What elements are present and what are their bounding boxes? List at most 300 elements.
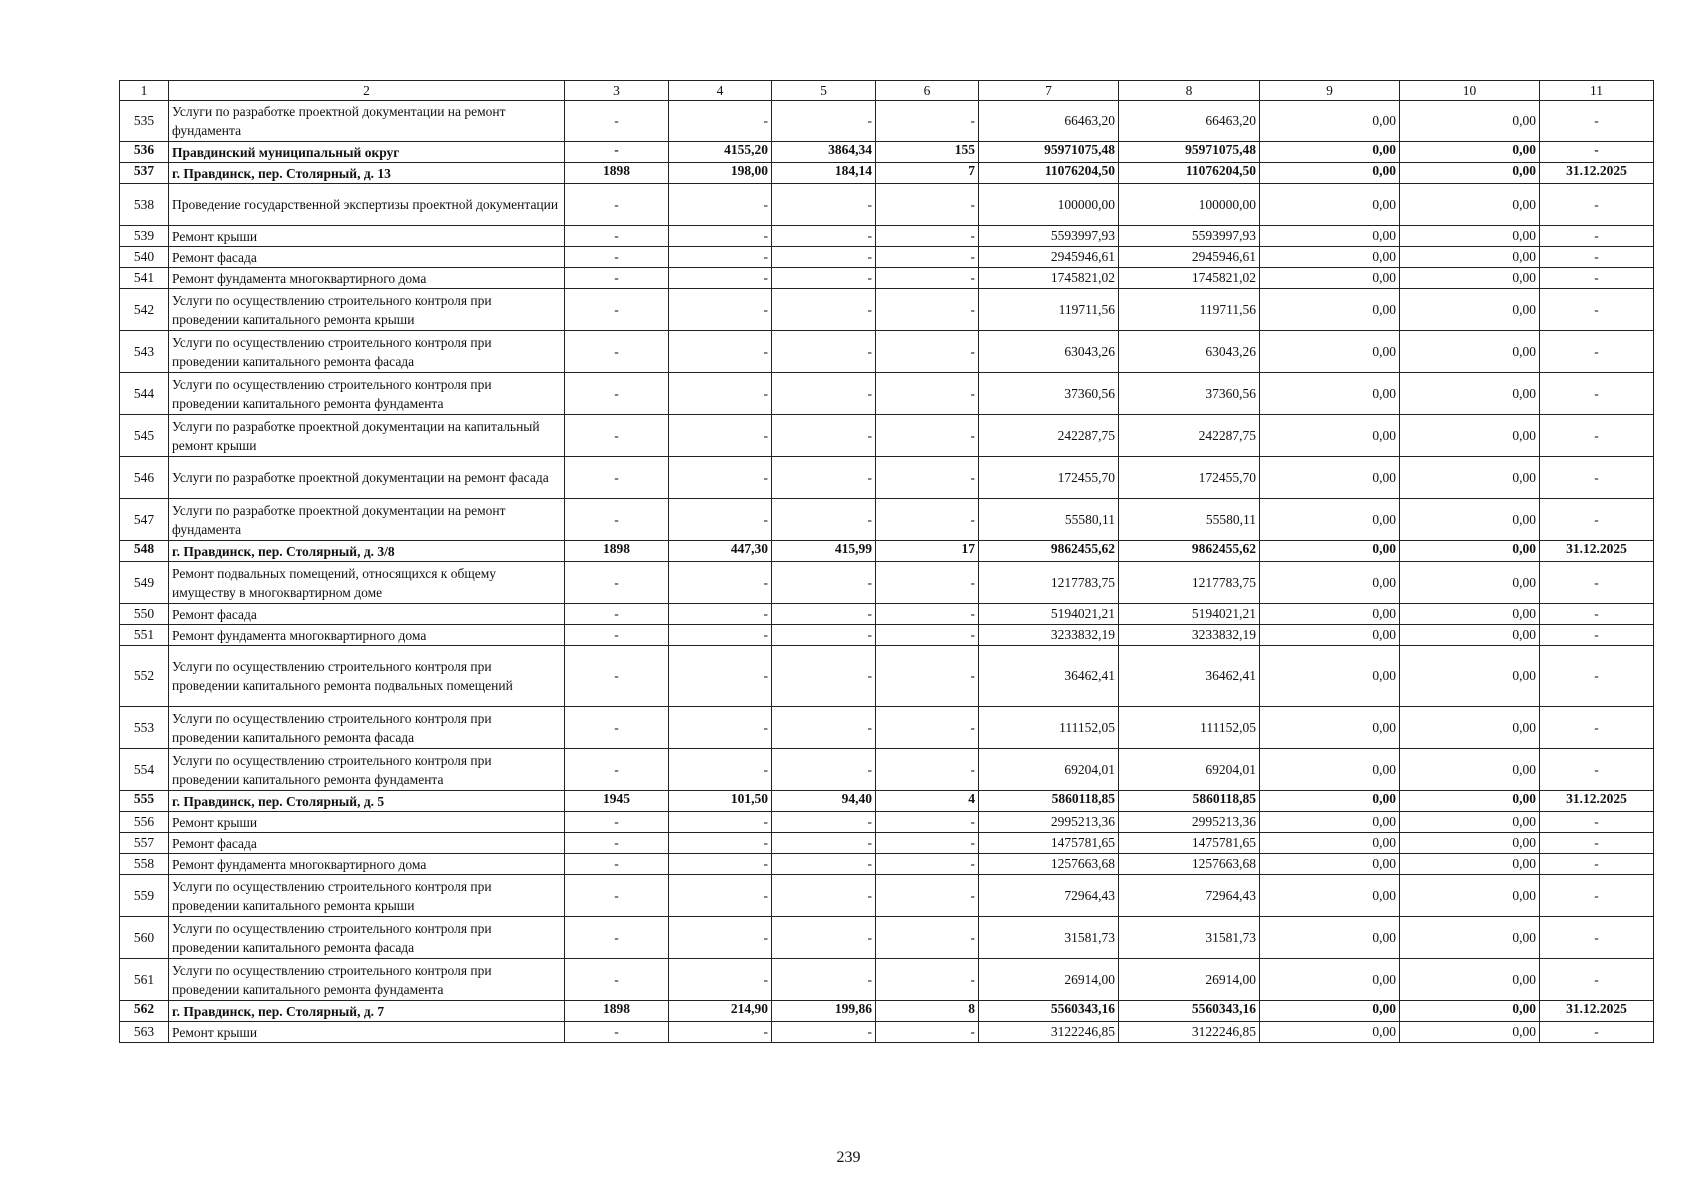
cost-other-cell: 0,00 xyxy=(1400,812,1540,833)
column-header: 2 xyxy=(169,81,565,101)
year-cell: - xyxy=(565,812,669,833)
cost-other-cell: 0,00 xyxy=(1400,1001,1540,1022)
deadline-cell: - xyxy=(1540,373,1654,415)
area-living-cell: - xyxy=(772,854,876,875)
row-number: 560 xyxy=(120,917,169,959)
row-description: Ремонт фундамента многоквартирного дома xyxy=(169,625,565,646)
area-total-cell: - xyxy=(669,749,772,791)
area-living-cell: 199,86 xyxy=(772,1001,876,1022)
cost-budget-cell: 0,00 xyxy=(1260,226,1400,247)
year-cell: - xyxy=(565,184,669,226)
cost-other-cell: 0,00 xyxy=(1400,917,1540,959)
area-total-cell: - xyxy=(669,184,772,226)
row-description: Ремонт подвальных помещений, относящихся к общему имуществу в многоквартирном доме xyxy=(169,562,565,604)
deadline-cell: - xyxy=(1540,646,1654,707)
year-cell: - xyxy=(565,854,669,875)
area-living-cell: 184,14 xyxy=(772,163,876,184)
area-total-cell: - xyxy=(669,373,772,415)
area-total-cell: - xyxy=(669,289,772,331)
deadline-cell: 31.12.2025 xyxy=(1540,163,1654,184)
area-total-cell: - xyxy=(669,854,772,875)
area-total-cell: - xyxy=(669,707,772,749)
cost-fund-cell: 5860118,85 xyxy=(1119,791,1260,812)
deadline-cell: - xyxy=(1540,247,1654,268)
column-header: 5 xyxy=(772,81,876,101)
row-description: г. Правдинск, пер. Столярный, д. 5 xyxy=(169,791,565,812)
cost-total-cell: 119711,56 xyxy=(979,289,1119,331)
cost-fund-cell: 111152,05 xyxy=(1119,707,1260,749)
row-number: 551 xyxy=(120,625,169,646)
row-number: 554 xyxy=(120,749,169,791)
residents-cell: - xyxy=(876,749,979,791)
residents-cell: - xyxy=(876,646,979,707)
cost-other-cell: 0,00 xyxy=(1400,415,1540,457)
cost-other-cell: 0,00 xyxy=(1400,1022,1540,1043)
cost-other-cell: 0,00 xyxy=(1400,541,1540,562)
work-item-row xyxy=(120,457,1654,499)
residents-cell: - xyxy=(876,625,979,646)
cost-total-cell: 36462,41 xyxy=(979,646,1119,707)
cost-budget-cell: 0,00 xyxy=(1260,604,1400,625)
cost-total-cell: 1745821,02 xyxy=(979,268,1119,289)
area-total-cell: 4155,20 xyxy=(669,142,772,163)
cost-budget-cell: 0,00 xyxy=(1260,854,1400,875)
register-table xyxy=(119,80,1654,1043)
cost-fund-cell: 66463,20 xyxy=(1119,101,1260,142)
residents-cell: 155 xyxy=(876,142,979,163)
cost-fund-cell: 119711,56 xyxy=(1119,289,1260,331)
cost-fund-cell: 1257663,68 xyxy=(1119,854,1260,875)
cost-total-cell: 5860118,85 xyxy=(979,791,1119,812)
area-living-cell: 94,40 xyxy=(772,791,876,812)
row-number: 559 xyxy=(120,875,169,917)
area-total-cell: - xyxy=(669,917,772,959)
work-item-row xyxy=(120,1022,1654,1043)
cost-total-cell: 11076204,50 xyxy=(979,163,1119,184)
cost-budget-cell: 0,00 xyxy=(1260,917,1400,959)
column-header: 3 xyxy=(565,81,669,101)
cost-budget-cell: 0,00 xyxy=(1260,646,1400,707)
year-cell: - xyxy=(565,646,669,707)
residents-cell: - xyxy=(876,457,979,499)
area-living-cell: - xyxy=(772,184,876,226)
column-header: 4 xyxy=(669,81,772,101)
cost-total-cell: 26914,00 xyxy=(979,959,1119,1001)
row-description: Проведение государственной экспертизы проектной документации xyxy=(169,184,565,226)
address-row xyxy=(120,163,1654,184)
work-item-row xyxy=(120,959,1654,1001)
area-living-cell: 3864,34 xyxy=(772,142,876,163)
row-number: 563 xyxy=(120,1022,169,1043)
deadline-cell: - xyxy=(1540,415,1654,457)
area-living-cell: - xyxy=(772,268,876,289)
cost-fund-cell: 72964,43 xyxy=(1119,875,1260,917)
deadline-cell: 31.12.2025 xyxy=(1540,1001,1654,1022)
year-cell: - xyxy=(565,959,669,1001)
area-total-cell: 214,90 xyxy=(669,1001,772,1022)
area-living-cell: - xyxy=(772,247,876,268)
cost-total-cell: 69204,01 xyxy=(979,749,1119,791)
row-number: 552 xyxy=(120,646,169,707)
area-total-cell: - xyxy=(669,268,772,289)
cost-budget-cell: 0,00 xyxy=(1260,415,1400,457)
year-cell: - xyxy=(565,331,669,373)
cost-budget-cell: 0,00 xyxy=(1260,959,1400,1001)
year-cell: - xyxy=(565,625,669,646)
year-cell: - xyxy=(565,749,669,791)
year-cell: - xyxy=(565,707,669,749)
row-description: г. Правдинск, пер. Столярный, д. 7 xyxy=(169,1001,565,1022)
area-living-cell: - xyxy=(772,917,876,959)
column-header: 8 xyxy=(1119,81,1260,101)
row-description: Услуги по осуществлению строительного контроля при проведении капитального ремонта фундамента xyxy=(169,749,565,791)
cost-budget-cell: 0,00 xyxy=(1260,289,1400,331)
work-item-row xyxy=(120,268,1654,289)
deadline-cell: 31.12.2025 xyxy=(1540,541,1654,562)
column-header: 11 xyxy=(1540,81,1654,101)
residents-cell: - xyxy=(876,247,979,268)
year-cell: - xyxy=(565,415,669,457)
residents-cell: - xyxy=(876,917,979,959)
cost-total-cell: 95971075,48 xyxy=(979,142,1119,163)
row-description: Ремонт фасада xyxy=(169,247,565,268)
residents-cell: - xyxy=(876,812,979,833)
cost-other-cell: 0,00 xyxy=(1400,562,1540,604)
year-cell: - xyxy=(565,142,669,163)
area-total-cell: - xyxy=(669,101,772,142)
area-living-cell: - xyxy=(772,289,876,331)
row-number: 556 xyxy=(120,812,169,833)
area-total-cell: - xyxy=(669,562,772,604)
cost-fund-cell: 3122246,85 xyxy=(1119,1022,1260,1043)
year-cell: - xyxy=(565,875,669,917)
deadline-cell: - xyxy=(1540,875,1654,917)
cost-fund-cell: 172455,70 xyxy=(1119,457,1260,499)
area-total-cell: - xyxy=(669,457,772,499)
year-cell: 1898 xyxy=(565,1001,669,1022)
cost-total-cell: 72964,43 xyxy=(979,875,1119,917)
cost-other-cell: 0,00 xyxy=(1400,854,1540,875)
cost-budget-cell: 0,00 xyxy=(1260,707,1400,749)
cost-fund-cell: 5194021,21 xyxy=(1119,604,1260,625)
area-living-cell: - xyxy=(772,1022,876,1043)
row-description: Услуги по разработке проектной документации на капитальный ремонт крыши xyxy=(169,415,565,457)
cost-total-cell: 111152,05 xyxy=(979,707,1119,749)
work-item-row xyxy=(120,415,1654,457)
cost-total-cell: 9862455,62 xyxy=(979,541,1119,562)
area-total-cell: - xyxy=(669,833,772,854)
row-description: Ремонт фасада xyxy=(169,604,565,625)
area-total-cell: - xyxy=(669,625,772,646)
work-item-row xyxy=(120,331,1654,373)
row-number: 553 xyxy=(120,707,169,749)
cost-other-cell: 0,00 xyxy=(1400,331,1540,373)
deadline-cell: - xyxy=(1540,101,1654,142)
row-number: 535 xyxy=(120,101,169,142)
cost-fund-cell: 1475781,65 xyxy=(1119,833,1260,854)
cost-total-cell: 172455,70 xyxy=(979,457,1119,499)
deadline-cell: - xyxy=(1540,959,1654,1001)
cost-budget-cell: 0,00 xyxy=(1260,268,1400,289)
work-item-row xyxy=(120,833,1654,854)
area-living-cell: - xyxy=(772,373,876,415)
row-number: 542 xyxy=(120,289,169,331)
cost-budget-cell: 0,00 xyxy=(1260,812,1400,833)
cost-other-cell: 0,00 xyxy=(1400,707,1540,749)
residents-cell: - xyxy=(876,331,979,373)
column-header: 1 xyxy=(120,81,169,101)
cost-fund-cell: 95971075,48 xyxy=(1119,142,1260,163)
work-item-row xyxy=(120,812,1654,833)
row-description: Ремонт фундамента многоквартирного дома xyxy=(169,268,565,289)
cost-total-cell: 55580,11 xyxy=(979,499,1119,541)
residents-cell: - xyxy=(876,604,979,625)
year-cell: - xyxy=(565,247,669,268)
residents-cell: - xyxy=(876,499,979,541)
cost-other-cell: 0,00 xyxy=(1400,163,1540,184)
area-living-cell: - xyxy=(772,331,876,373)
work-item-row xyxy=(120,917,1654,959)
work-item-row xyxy=(120,184,1654,226)
cost-other-cell: 0,00 xyxy=(1400,875,1540,917)
column-header: 6 xyxy=(876,81,979,101)
cost-total-cell: 31581,73 xyxy=(979,917,1119,959)
area-total-cell: - xyxy=(669,1022,772,1043)
deadline-cell: - xyxy=(1540,707,1654,749)
residents-cell: 17 xyxy=(876,541,979,562)
row-description: Услуги по осуществлению строительного контроля при проведении капитального ремонта фасада xyxy=(169,917,565,959)
cost-budget-cell: 0,00 xyxy=(1260,791,1400,812)
cost-budget-cell: 0,00 xyxy=(1260,875,1400,917)
row-number: 548 xyxy=(120,541,169,562)
cost-budget-cell: 0,00 xyxy=(1260,184,1400,226)
area-total-cell: - xyxy=(669,247,772,268)
row-description: Услуги по осуществлению строительного контроля при проведении капитального ремонта фундамента xyxy=(169,373,565,415)
cost-fund-cell: 242287,75 xyxy=(1119,415,1260,457)
area-living-cell: - xyxy=(772,562,876,604)
cost-total-cell: 5593997,93 xyxy=(979,226,1119,247)
row-description: Ремонт крыши xyxy=(169,1022,565,1043)
year-cell: - xyxy=(565,373,669,415)
cost-fund-cell: 11076204,50 xyxy=(1119,163,1260,184)
deadline-cell: - xyxy=(1540,562,1654,604)
year-cell: - xyxy=(565,833,669,854)
row-description: г. Правдинск, пер. Столярный, д. 3/8 xyxy=(169,541,565,562)
row-description: Услуги по осуществлению строительного контроля при проведении капитального ремонта фасада xyxy=(169,707,565,749)
cost-fund-cell: 1217783,75 xyxy=(1119,562,1260,604)
cost-budget-cell: 0,00 xyxy=(1260,331,1400,373)
residents-cell: 7 xyxy=(876,163,979,184)
row-number: 545 xyxy=(120,415,169,457)
area-total-cell: - xyxy=(669,959,772,1001)
deadline-cell: - xyxy=(1540,457,1654,499)
cost-fund-cell: 63043,26 xyxy=(1119,331,1260,373)
cost-fund-cell: 2945946,61 xyxy=(1119,247,1260,268)
year-cell: - xyxy=(565,289,669,331)
year-cell: - xyxy=(565,499,669,541)
cost-fund-cell: 37360,56 xyxy=(1119,373,1260,415)
cost-budget-cell: 0,00 xyxy=(1260,373,1400,415)
row-number: 555 xyxy=(120,791,169,812)
row-description: Услуги по разработке проектной документации на ремонт фундамента xyxy=(169,101,565,142)
cost-total-cell: 66463,20 xyxy=(979,101,1119,142)
cost-other-cell: 0,00 xyxy=(1400,833,1540,854)
row-number: 536 xyxy=(120,142,169,163)
column-header: 7 xyxy=(979,81,1119,101)
column-header: 10 xyxy=(1400,81,1540,101)
cost-other-cell: 0,00 xyxy=(1400,373,1540,415)
year-cell: - xyxy=(565,562,669,604)
row-number: 549 xyxy=(120,562,169,604)
row-description: Услуги по разработке проектной документации на ремонт фундамента xyxy=(169,499,565,541)
cost-other-cell: 0,00 xyxy=(1400,499,1540,541)
deadline-cell: - xyxy=(1540,268,1654,289)
row-number: 537 xyxy=(120,163,169,184)
cost-budget-cell: 0,00 xyxy=(1260,142,1400,163)
address-row xyxy=(120,541,1654,562)
area-total-cell: - xyxy=(669,875,772,917)
cost-fund-cell: 36462,41 xyxy=(1119,646,1260,707)
area-total-cell: - xyxy=(669,331,772,373)
address-row xyxy=(120,142,1654,163)
cost-fund-cell: 31581,73 xyxy=(1119,917,1260,959)
residents-cell: 8 xyxy=(876,1001,979,1022)
area-living-cell: 415,99 xyxy=(772,541,876,562)
residents-cell: - xyxy=(876,373,979,415)
deadline-cell: - xyxy=(1540,226,1654,247)
cost-total-cell: 1475781,65 xyxy=(979,833,1119,854)
cost-fund-cell: 1745821,02 xyxy=(1119,268,1260,289)
area-living-cell: - xyxy=(772,226,876,247)
deadline-cell: - xyxy=(1540,749,1654,791)
residents-cell: - xyxy=(876,268,979,289)
cost-other-cell: 0,00 xyxy=(1400,101,1540,142)
cost-total-cell: 100000,00 xyxy=(979,184,1119,226)
cost-total-cell: 5560343,16 xyxy=(979,1001,1119,1022)
cost-total-cell: 63043,26 xyxy=(979,331,1119,373)
row-description: г. Правдинск, пер. Столярный, д. 13 xyxy=(169,163,565,184)
work-item-row xyxy=(120,226,1654,247)
work-item-row xyxy=(120,373,1654,415)
residents-cell: - xyxy=(876,959,979,1001)
residents-cell: - xyxy=(876,1022,979,1043)
area-total-cell: 447,30 xyxy=(669,541,772,562)
deadline-cell: - xyxy=(1540,625,1654,646)
area-total-cell: - xyxy=(669,499,772,541)
work-item-row xyxy=(120,101,1654,142)
page-number: 239 xyxy=(836,1149,861,1166)
deadline-cell: 31.12.2025 xyxy=(1540,791,1654,812)
area-living-cell: - xyxy=(772,457,876,499)
deadline-cell: - xyxy=(1540,184,1654,226)
cost-total-cell: 3233832,19 xyxy=(979,625,1119,646)
deadline-cell: - xyxy=(1540,917,1654,959)
cost-other-cell: 0,00 xyxy=(1400,142,1540,163)
area-living-cell: - xyxy=(772,875,876,917)
area-living-cell: - xyxy=(772,101,876,142)
cost-other-cell: 0,00 xyxy=(1400,457,1540,499)
row-number: 547 xyxy=(120,499,169,541)
row-number: 540 xyxy=(120,247,169,268)
deadline-cell: - xyxy=(1540,604,1654,625)
cost-fund-cell: 2995213,36 xyxy=(1119,812,1260,833)
deadline-cell: - xyxy=(1540,1022,1654,1043)
row-description: Услуги по осуществлению строительного контроля при проведении капитального ремонта фундамента xyxy=(169,959,565,1001)
work-item-row xyxy=(120,707,1654,749)
work-item-row xyxy=(120,854,1654,875)
cost-fund-cell: 9862455,62 xyxy=(1119,541,1260,562)
area-total-cell: - xyxy=(669,604,772,625)
area-living-cell: - xyxy=(772,499,876,541)
work-item-row xyxy=(120,625,1654,646)
row-number: 557 xyxy=(120,833,169,854)
cost-other-cell: 0,00 xyxy=(1400,247,1540,268)
cost-fund-cell: 69204,01 xyxy=(1119,749,1260,791)
address-row xyxy=(120,791,1654,812)
cost-budget-cell: 0,00 xyxy=(1260,247,1400,268)
row-description: Услуги по осуществлению строительного контроля при проведении капитального ремонта фасада xyxy=(169,331,565,373)
area-living-cell: - xyxy=(772,707,876,749)
area-total-cell: 101,50 xyxy=(669,791,772,812)
cost-other-cell: 0,00 xyxy=(1400,289,1540,331)
cost-other-cell: 0,00 xyxy=(1400,226,1540,247)
row-number: 541 xyxy=(120,268,169,289)
cost-fund-cell: 55580,11 xyxy=(1119,499,1260,541)
row-description: Ремонт крыши xyxy=(169,812,565,833)
column-header: 9 xyxy=(1260,81,1400,101)
year-cell: - xyxy=(565,226,669,247)
deadline-cell: - xyxy=(1540,833,1654,854)
cost-budget-cell: 0,00 xyxy=(1260,1001,1400,1022)
cost-total-cell: 37360,56 xyxy=(979,373,1119,415)
cost-total-cell: 3122246,85 xyxy=(979,1022,1119,1043)
cost-budget-cell: 0,00 xyxy=(1260,541,1400,562)
deadline-cell: - xyxy=(1540,289,1654,331)
residents-cell: - xyxy=(876,875,979,917)
year-cell: - xyxy=(565,101,669,142)
year-cell: - xyxy=(565,457,669,499)
cost-fund-cell: 5593997,93 xyxy=(1119,226,1260,247)
row-number: 544 xyxy=(120,373,169,415)
cost-budget-cell: 0,00 xyxy=(1260,1022,1400,1043)
work-item-row xyxy=(120,562,1654,604)
row-description: Ремонт фасада xyxy=(169,833,565,854)
deadline-cell: - xyxy=(1540,142,1654,163)
year-cell: - xyxy=(565,268,669,289)
cost-total-cell: 242287,75 xyxy=(979,415,1119,457)
cost-other-cell: 0,00 xyxy=(1400,184,1540,226)
cost-budget-cell: 0,00 xyxy=(1260,101,1400,142)
residents-cell: - xyxy=(876,289,979,331)
deadline-cell: - xyxy=(1540,331,1654,373)
year-cell: - xyxy=(565,1022,669,1043)
row-number: 561 xyxy=(120,959,169,1001)
cost-fund-cell: 100000,00 xyxy=(1119,184,1260,226)
residents-cell: - xyxy=(876,562,979,604)
area-living-cell: - xyxy=(772,646,876,707)
residents-cell: - xyxy=(876,101,979,142)
cost-total-cell: 2995213,36 xyxy=(979,812,1119,833)
work-item-row xyxy=(120,289,1654,331)
cost-other-cell: 0,00 xyxy=(1400,625,1540,646)
row-number: 538 xyxy=(120,184,169,226)
cost-fund-cell: 26914,00 xyxy=(1119,959,1260,1001)
area-total-cell: - xyxy=(669,646,772,707)
area-living-cell: - xyxy=(772,415,876,457)
row-description: Ремонт фундамента многоквартирного дома xyxy=(169,854,565,875)
area-living-cell: - xyxy=(772,812,876,833)
residents-cell: - xyxy=(876,833,979,854)
